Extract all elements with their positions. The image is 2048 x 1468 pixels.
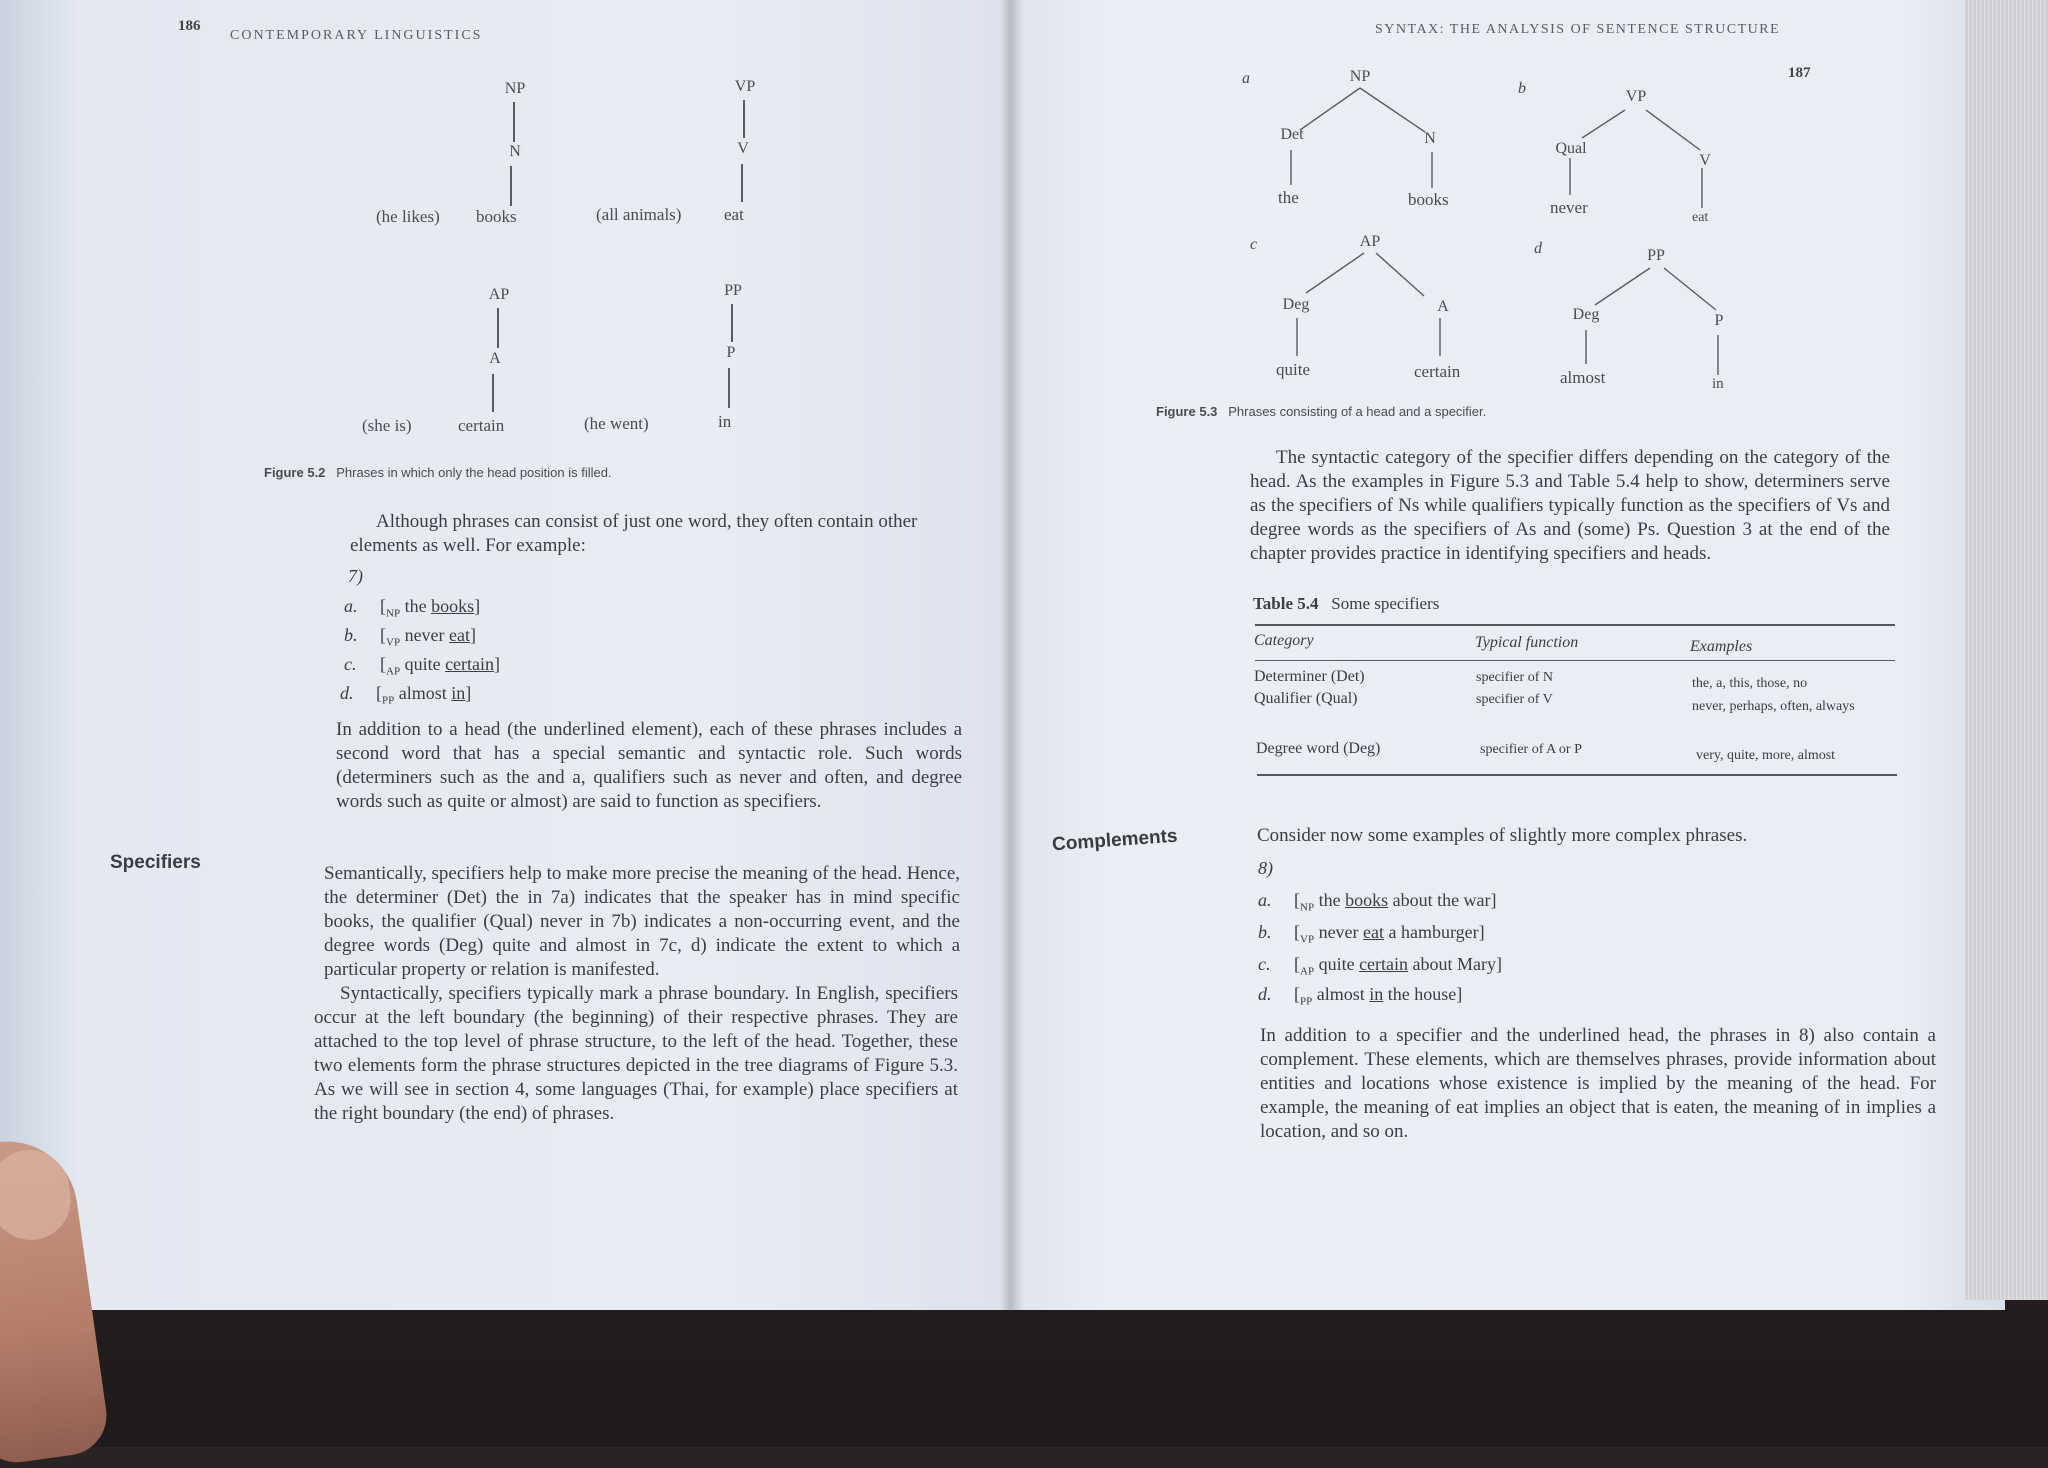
table-cell: Degree word (Deg) <box>1256 740 1381 757</box>
running-head: SYNTAX: THE ANALYSIS OF SENTENCE STRUCTURE <box>1375 22 1781 37</box>
example-item: d. [$_{PP}$ almost in] <box>340 683 472 707</box>
table-header: Examples <box>1690 638 1753 655</box>
tree-branch <box>743 100 745 138</box>
tree-letter: d <box>1534 240 1542 257</box>
context-phrase: (all animals) <box>596 205 682 224</box>
table-cell: Determiner (Det) <box>1254 668 1365 685</box>
tree-branches <box>1010 0 2005 420</box>
tree-node: A <box>489 350 501 367</box>
context-phrase: (he went) <box>584 414 649 433</box>
paragraph: Syntactically, specifiers typically mark a phrase boundary. In English, specifiers occur at the left boundary (the beginning) of their respective phrases. They are attached to the top level of phrase structure, to the left of the head. Together, these two elements form the phrase structures depicted in the tree diagrams of Figure 5.3. As we will see in section 4, some languages (Thai, for example) place specifiers at the right boundary (the end) of phrases. <box>314 983 958 1124</box>
table-rule-mid <box>1255 660 1895 661</box>
table-cell: specifier of A or P <box>1480 742 1582 757</box>
table-header: Typical function <box>1475 634 1579 651</box>
tree-letter: a <box>1242 70 1250 87</box>
tree-leaf: certain <box>458 416 505 435</box>
table-cell: specifier of N <box>1476 670 1553 685</box>
side-heading: Complements <box>1051 825 1179 856</box>
right-page <box>1010 0 2005 1310</box>
tree-leaf: certain <box>1414 362 1461 381</box>
tree-node: V <box>1699 152 1711 169</box>
example-item: a. [$_{NP}$ the books] <box>344 596 481 620</box>
tree-node: Det <box>1280 126 1304 143</box>
table-rule-top <box>1255 624 1895 626</box>
tree-node: VP <box>734 78 756 95</box>
table-caption <box>1253 594 1439 614</box>
paragraph: Consider now some examples of slightly more complex phrases. <box>1257 825 1748 846</box>
example-number: 8) <box>1258 858 1273 878</box>
tree-node: PP <box>724 282 742 299</box>
paragraph: In addition to a head (the underlined element), each of these phrases includes a second word that has a special semantic and syntactic role. Such words (determiners such as the and a, qualifiers such as never and often, and degree words such as quite or almost) are said to function as specifiers. <box>336 719 962 812</box>
tree-node: AP <box>1359 233 1381 250</box>
table-header: Category <box>1254 632 1314 649</box>
example-item: a. [$_{NP}$ the books about the war] <box>1258 890 1497 914</box>
tree-node: P <box>726 344 736 361</box>
tree-node: P <box>1714 312 1724 329</box>
tree-node: NP <box>1349 68 1371 85</box>
tree-leaf: quite <box>1276 360 1310 379</box>
tree-branch <box>728 368 730 408</box>
paragraph: The syntactic category of the specifier differs depending on the category of the head. As the examples in Figure 5.3 and Table 5.4 help to show, determiners serve as the specifiers of Ns while qualifiers typically function as the specifiers of Vs and degree words as the specifiers of As and (some) Ps. Question 3 at the end of the chapter provides practice in identifying specifiers and heads. <box>1250 447 1890 564</box>
tree-leaf: books <box>1408 190 1449 209</box>
example-item: b. [$_{VP}$ never eat a hamburger] <box>1258 922 1485 946</box>
example-item: c. [$_{AP}$ quite certain] <box>344 654 501 678</box>
left-page <box>0 0 1010 1310</box>
table-title: Some specifiers <box>1331 594 1440 613</box>
tree-node: Deg <box>1282 296 1310 313</box>
tree-node: AP <box>488 286 510 303</box>
tree-branch <box>731 304 733 342</box>
tree-node: Deg <box>1572 306 1600 323</box>
figure-label: Figure 5.3 <box>1156 404 1218 419</box>
example-number: 7) <box>348 566 363 586</box>
tree-leaf: almost <box>1560 368 1606 387</box>
tree-branch <box>741 164 743 202</box>
tree-node: Qual <box>1555 140 1587 157</box>
context-phrase: (she is) <box>362 416 412 435</box>
paragraph: In addition to a specifier and the underlined head, the phrases in 8) also contain a complement. These elements, which are themselves phrases, provide information about entities and locations whose existence is implied by the meaning of the head. For example, the meaning of eat implies an object that is eaten, the meaning of in implies a location, and so on. <box>1260 1025 1936 1142</box>
context-phrase: (he likes) <box>376 207 440 226</box>
figure-caption <box>1156 404 1486 419</box>
tree-branch <box>510 166 512 206</box>
tree-letter: c <box>1250 236 1258 253</box>
table-cell: specifier of V <box>1476 692 1553 707</box>
tree-node: V <box>737 140 749 157</box>
tree-branch <box>513 102 515 142</box>
paragraph: Semantically, specifiers help to make more precise the meaning of the head. Hence, the determiner (Det) the in 7a) indicates that the speaker has in mind specific books, the qualifier (Qual) never in 7b) indicates a non-occurring event, and the degree words (Deg) quite and almost in 7c, d) indicate the extent to which a particular property or relation is manifested. <box>324 863 960 980</box>
tree-branch <box>497 308 499 348</box>
tree-letter: b <box>1518 80 1526 97</box>
page-number: 186 <box>178 18 201 34</box>
table-cell: the, a, this, those, no <box>1692 676 1808 691</box>
tree-node: NP <box>504 80 526 97</box>
paragraph: Although phrases can consist of just one word, they often contain other <box>376 511 918 532</box>
tree-leaf: in <box>718 412 732 431</box>
figure-caption-text: Phrases consisting of a head and a specifier. <box>1228 404 1487 419</box>
table-cell: Qualifier (Qual) <box>1254 690 1358 707</box>
tree-node: A <box>1437 298 1449 315</box>
tree-leaf: books <box>476 207 517 226</box>
tree-node: N <box>1424 130 1436 147</box>
book-gutter <box>1000 0 1024 1310</box>
tree-branch <box>492 374 494 412</box>
side-heading: Specifiers <box>110 852 201 873</box>
tree-leaf: eat <box>1692 210 1709 225</box>
tree-leaf: never <box>1550 198 1588 217</box>
figure-caption <box>264 465 612 480</box>
tree-node: N <box>509 143 521 160</box>
table-label: Table 5.4 <box>1253 594 1319 613</box>
paragraph: elements as well. For example: <box>350 535 586 556</box>
example-item: c. [$_{AP}$ quite certain about Mary] <box>1258 954 1503 978</box>
figure-caption-text: Phrases in which only the head position is filled. <box>336 465 612 480</box>
running-head: CONTEMPORARY LINGUISTICS <box>230 28 483 43</box>
tree-leaf: in <box>1712 376 1724 392</box>
page-number: 187 <box>1788 65 1811 81</box>
example-item: b. [$_{VP}$ never eat] <box>344 625 477 649</box>
tree-node: PP <box>1647 247 1665 264</box>
page-edges <box>1965 0 2048 1300</box>
table-cell: never, perhaps, often, always <box>1692 699 1855 714</box>
example-item: d. [$_{PP}$ almost in the house] <box>1258 984 1463 1008</box>
tree-leaf: the <box>1278 188 1299 207</box>
figure-label: Figure 5.2 <box>264 465 326 480</box>
tree-leaf: eat <box>724 205 744 224</box>
tree-node: VP <box>1625 88 1647 105</box>
table-rule-bottom <box>1257 774 1897 776</box>
table-cell: very, quite, more, almost <box>1696 748 1836 763</box>
